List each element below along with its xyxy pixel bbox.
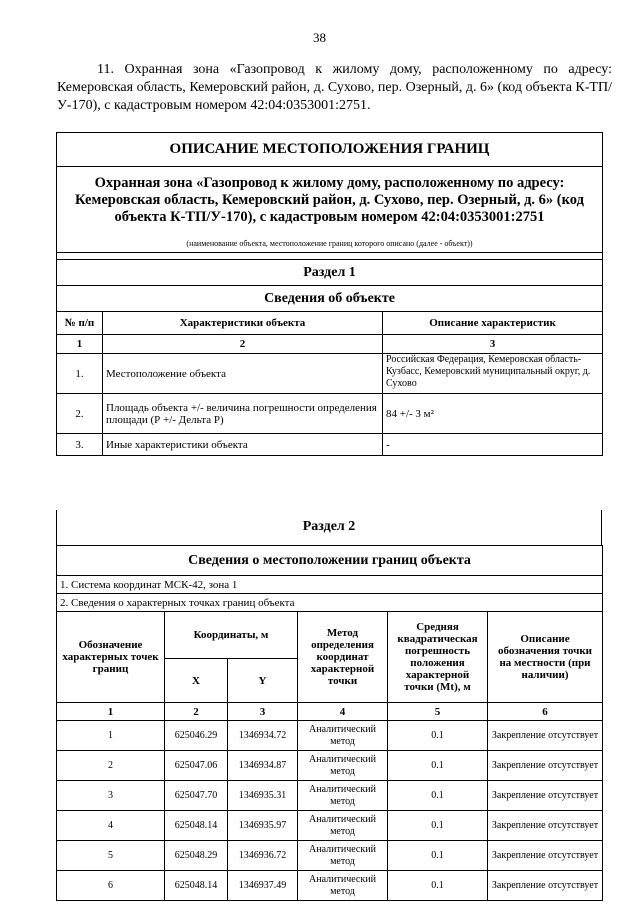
section2-heading-table: [56, 510, 602, 546]
point-method: Аналитический метод: [298, 751, 388, 781]
table-row: [57, 871, 603, 901]
table-row: [57, 394, 603, 434]
table-row: [57, 721, 603, 751]
point-desc: Закрепление отсутствует: [488, 811, 603, 841]
header-designation: Обозначение характерных точек границ: [57, 612, 165, 703]
point-desc: Закрепление отсутствует: [488, 841, 603, 871]
col-number: 2: [165, 703, 228, 721]
row-description: 84 +/- 3 м²: [383, 394, 603, 434]
header-method: Метод определения координат характерной точки: [298, 612, 388, 703]
col-number: 3: [383, 335, 603, 354]
point-x: 625046.29: [165, 721, 228, 751]
header-x: X: [165, 659, 228, 703]
point-mt: 0.1: [388, 781, 488, 811]
point-method: Аналитический метод: [298, 811, 388, 841]
point-y: 1346935.97: [228, 811, 298, 841]
point-id: 1: [57, 721, 165, 751]
row-characteristic: Площадь объекта +/- величина погрешности определения площади (Р +/- Дельта Р): [103, 394, 383, 434]
point-mt: 0.1: [388, 871, 488, 901]
doc-title: ОПИСАНИЕ МЕСТОПОЛОЖЕНИЯ ГРАНИЦ: [57, 133, 603, 167]
header-description: Описание обозначения точки на местности (при наличии): [488, 612, 603, 703]
table-row: [57, 811, 603, 841]
point-desc: Закрепление отсутствует: [488, 871, 603, 901]
point-id: 2: [57, 751, 165, 781]
point-x: 625048.14: [165, 871, 228, 901]
row-description: -: [383, 434, 603, 456]
section1-table: [56, 132, 603, 456]
row-characteristic: Иные характеристики объекта: [103, 434, 383, 456]
point-mt: 0.1: [388, 811, 488, 841]
point-desc: Закрепление отсутствует: [488, 781, 603, 811]
point-method: Аналитический метод: [298, 781, 388, 811]
point-desc: Закрепление отсутствует: [488, 721, 603, 751]
section1-header-row: [57, 312, 603, 335]
col-number: 4: [298, 703, 388, 721]
row-number: 1.: [57, 354, 103, 394]
header-coords: Координаты, м: [165, 612, 298, 659]
row-number: 2.: [57, 394, 103, 434]
section1-subtitle: Сведения об объекте: [57, 286, 603, 312]
point-y: 1346936.72: [228, 841, 298, 871]
points-col-numbers: [57, 703, 603, 721]
section2-subtitle: Сведения о местоположении границ объекта: [57, 546, 603, 576]
row-number: 3.: [57, 434, 103, 456]
point-mt: 0.1: [388, 841, 488, 871]
point-y: 1346934.72: [228, 721, 298, 751]
points-header-row: [57, 612, 603, 659]
intro-paragraph: 11. Охранная зона «Газопровод к жилому дому, расположенному по адресу: Кемеровская область, Кемеровский район, д. Сухово, пер. Озерный, д. 6» (код объекта К-ТП/У-170), с кадастровым номером 42:04:0353001:2751.: [57, 62, 612, 113]
point-x: 625048.14: [165, 811, 228, 841]
point-method: Аналитический метод: [298, 841, 388, 871]
row-description: Российская Федерация, Кемеровская область-Кузбасс, Кемеровский муниципальный округ, д. Сухово: [383, 354, 603, 394]
header-accuracy: Средняя квадратическая погрешность положения характерной точки (Mt), м: [388, 612, 488, 703]
point-method: Аналитический метод: [298, 721, 388, 751]
table-row: [57, 781, 603, 811]
table-row: [57, 841, 603, 871]
object-caption: (наименование объекта, местоположение границ которого описано (далее - объект)): [57, 235, 603, 253]
section1-title: Раздел 1: [57, 260, 603, 286]
col-header: № п/п: [57, 312, 103, 335]
point-x: 625047.70: [165, 781, 228, 811]
point-id: 3: [57, 781, 165, 811]
section1-col-numbers: [57, 335, 603, 354]
point-y: 1346937.49: [228, 871, 298, 901]
row-characteristic: Местоположение объекта: [103, 354, 383, 394]
section2-title: Раздел 2: [57, 510, 602, 545]
col-number: 3: [228, 703, 298, 721]
col-header: Описание характеристик: [383, 312, 603, 335]
point-y: 1346935.31: [228, 781, 298, 811]
col-number: 2: [103, 335, 383, 354]
col-number: 6: [488, 703, 603, 721]
point-mt: 0.1: [388, 721, 488, 751]
points-caption: 2. Сведения о характерных точках границ объекта: [57, 594, 603, 612]
point-id: 5: [57, 841, 165, 871]
table-row: [57, 354, 603, 394]
point-x: 625048.29: [165, 841, 228, 871]
col-number: 1: [57, 703, 165, 721]
object-name: Охранная зона «Газопровод к жилому дому, расположенному по адресу: Кемеровская область, Кемеровский район, д. Сухово, пер. Озерный, д. 6» (код объекта К-ТП/У-170), с кадастровым номером 42:04:0353001:2751: [57, 167, 603, 235]
point-y: 1346934.87: [228, 751, 298, 781]
col-number: 5: [388, 703, 488, 721]
section2-table: [56, 545, 603, 901]
header-y: Y: [228, 659, 298, 703]
coord-system: 1. Система координат МСК-42, зона 1: [57, 576, 603, 594]
point-x: 625047.06: [165, 751, 228, 781]
point-id: 6: [57, 871, 165, 901]
page-number: 38: [313, 30, 326, 45]
col-header: Характеристики объекта: [103, 312, 383, 335]
point-method: Аналитический метод: [298, 871, 388, 901]
point-id: 4: [57, 811, 165, 841]
point-desc: Закрепление отсутствует: [488, 751, 603, 781]
point-mt: 0.1: [388, 751, 488, 781]
table-row: [57, 751, 603, 781]
table-row: [57, 434, 603, 456]
col-number: 1: [57, 335, 103, 354]
